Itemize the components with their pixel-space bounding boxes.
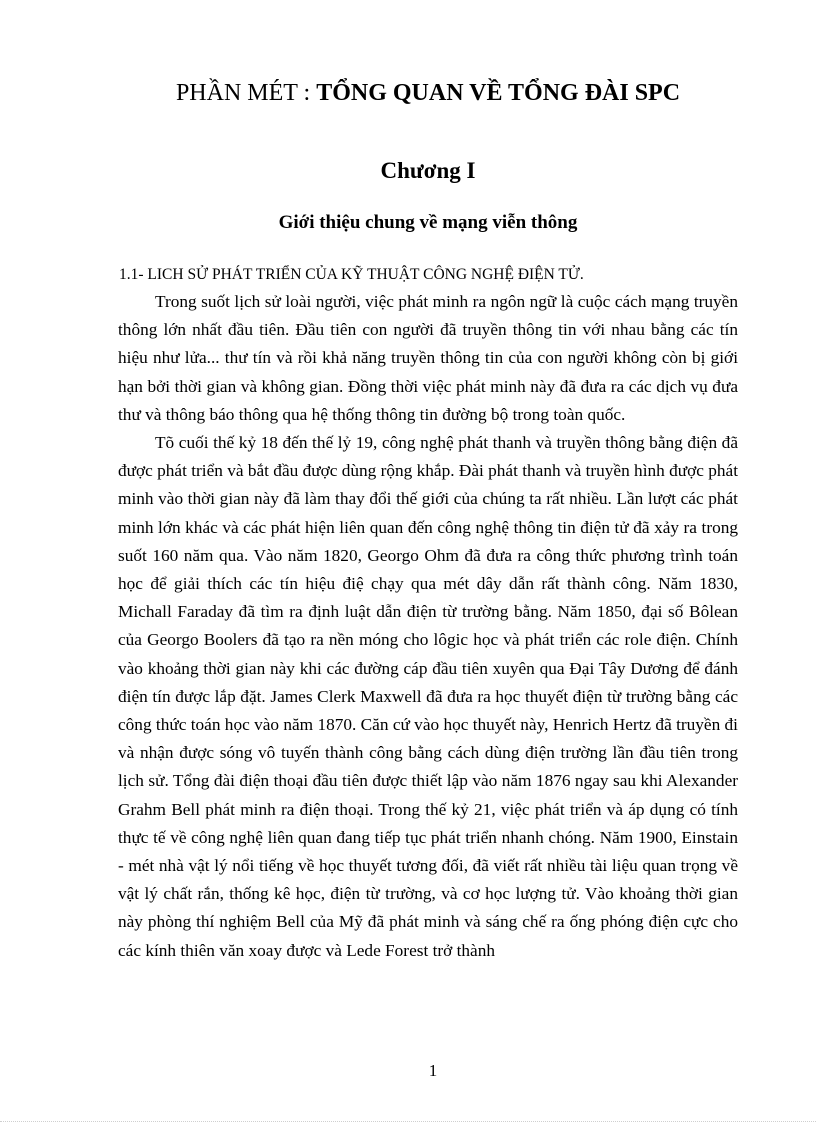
chapter-subtitle: Giới thiệu chung về mạng viễn thông	[278, 212, 578, 233]
body-text	[118, 288, 738, 965]
part-title	[0, 78, 816, 108]
page-bottom-divider	[0, 1121, 816, 1122]
paragraph: Tõ cuối thế kỷ 18 đến thế lỷ 19, công nghệ phát thanh và truyền thông bằng điện đã được phát triển và bắt đầu được dùng rộng khắp. Đài phát thanh và truyền hình được phát minh vào thời gian này đã làm thay đổi thế giới của chúng ta rất nhiều. Lần lượt các phát minh lớn khác và các phát hiện liên quan đến công nghệ thông tin điện tử đã xảy ra trong suốt 160 năm qua. Vào năm 1820, Georgo Ohm đã đưa ra công thức phương trình toán học để giải thích các tín hiệu điệ chạy qua mét dây dẫn rất thành công. Năm 1830, Michall Faraday đã tìm ra định luật dẫn điện từ trường bằng. Năm 1850, đại số Bôlean của Georgo Boolers đã tạo ra nền móng cho lôgic học và phát triển các role điện. Chính vào khoảng thời gian này khi các đường cáp đầu tiên xuyên qua Đại Tây Dương để đánh điện tín được lắp đặt. James Clerk Maxwell đã đưa ra học thuyết điện từ trường bằng các công thức toán học vào năm 1870. Căn cứ vào học thuyết này, Henrich Hertz đã truyền đi và nhận được sóng vô tuyến thành công bằng cách dùng điện trường lần đầu tiên trong lịch sử. Tổng đài điện thoại đầu tiên được thiết lập vào năm 1876 ngay sau khi Alexander Grahm Bell phát minh ra điện thoại. Trong thế kỷ 21, việc phát triển và áp dụng có tính thực tế về công nghệ liên quan đang tiếp tục phát triển nhanh chóng. Năm 1900, Einstain - mét nhà vật lý nổi tiếng về học thuyết tương đối, đã viết rất nhiều tài liệu quan trọng về vật lý chất rắn, thống kê học, điện từ trường, và cơ học lượng tử. Vào khoảng thời gian này phòng thí nghiệm Bell của Mỹ đã phát minh và sáng chế ra ống phóng điện cực cho các kính thiên văn xoay được và Lede Forest trở thành	[118, 433, 738, 960]
chapter-title: Chương I	[380, 158, 476, 183]
paragraph: Trong suốt lịch sử loài người, việc phát minh ra ngôn ngữ là cuộc cách mạng truyền thông lớn nhất đầu tiên. Đầu tiên con người đã truyền thông tin với nhau bằng các tín hiệu như lửa... thư tín và rồi khả năng truyền thông tin của con người không còn bị giới hạn bởi thời gian và không gian. Đồng thời việc phát minh này đã đưa ra các dịch vụ đưa thư và thông báo thông qua hệ thống thông tin đường bộ trong toàn quốc.	[118, 292, 738, 424]
page-number: 1	[428, 1061, 438, 1080]
section-heading: 1.1- LICH SỬ PHÁT TRIỂN CỦA KỸ THUẬT CÔNG NGHỆ ĐIỆN TỬ.	[119, 266, 584, 283]
part-title-prefix: PHẦN MÉT :	[175, 80, 317, 106]
part-title-main: TỔNG QUAN VỀ TỔNG ĐÀI SPC	[316, 80, 681, 106]
